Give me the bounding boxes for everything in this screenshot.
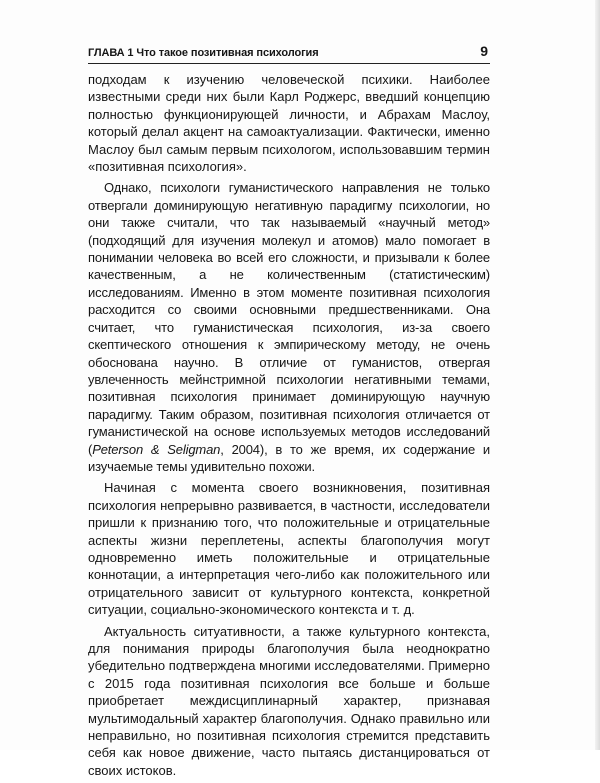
paragraph-2-text: Однако, психологи гуманистического направления не только отвергали доминирующую негативную парадигму психологии, но они также считали, что так называемый «научный метод» (подходящий для изучения молекул и атомов) мало помогает в понимании человека во всей его сложности, и призывали к более качественным, а не количественным (статистическим) исследованиям. Именно в этом моменте позитивная психология расходится со своими основными предшественниками. Она считает, что гуманистическая психология, из-за своего скептического отношения к эмпирическому методу, не очень обоснована научно. В отличие от гуманистов, отвергая увлеченность мейнстримной психологии негативными темами, позитивная психология принимает доминирующую научную парадигму. Таким образом, позитивная психология отличается от гуманистической на основе используемых методов исследований ( bbox=[88, 180, 490, 457]
paragraph-4: Актуальность ситуативности, а также культурного контекста, для понимания природы благополучия была неоднократно убедительно подтверждена многими исследователями. Примерно с 2015 года позитивная психология все больше и больше приобретает междисциплинарный характер, признавая мультимодальный характер благополучия. Однако правильно или неправильно, но позитивная психология стремится представить себя как новое движение, часто пытаясь дистанцироваться от своих истоков. bbox=[88, 623, 490, 778]
citation-authors: Peterson & Seligman bbox=[92, 441, 221, 457]
paragraph-3: Начиная с момента своего возникновения, позитивная психология непрерывно развивается, в частности, исследователи пришли к признанию того, что положительные и отрицательные аспекты жизни переплетены, аспекты благополучия могут одновременно иметь положительные и отрицательные коннотации, а интерпретация чего-либо как положительного или отрицательного зависит от культурного контекста, конкретной ситуации, социально-экономического контекста и т. д. bbox=[88, 480, 490, 618]
page-edge-shadow bbox=[595, 0, 600, 750]
running-title: ГЛАВА 1 Что такое позитивная психология bbox=[88, 47, 319, 59]
body-text bbox=[88, 71, 490, 783]
page-number: 9 bbox=[480, 43, 488, 59]
paragraph-1: подходам к изучению человеческой психики. Наиболее известными среди них были Карл Роджерс, введший концепцию полностью функционирующей личности, и Абрахам Маслоу, который делал акцент на самоактуализации. Фактически, именно Маслоу был самым первым психологом, использовавшим термин «позитивная психология». bbox=[88, 72, 490, 175]
running-header bbox=[88, 43, 490, 64]
paragraph-2 bbox=[88, 179, 490, 475]
paragraph-2-tail: , 2004), в то же время, их содержание и изучаемые темы удивительно похожи. bbox=[88, 441, 490, 474]
